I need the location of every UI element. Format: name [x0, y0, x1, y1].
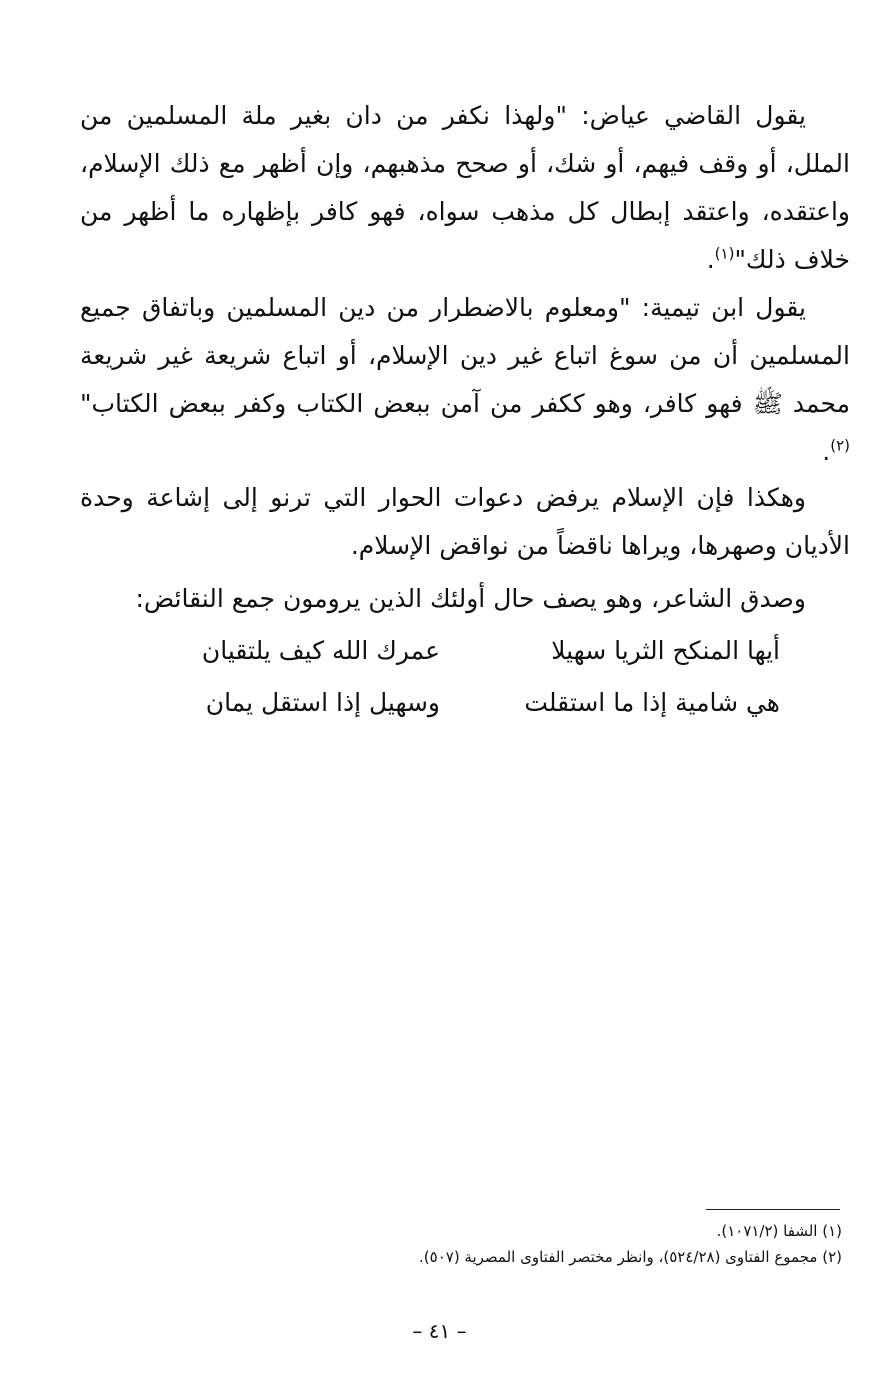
- verse-second-hemistich: عمرك الله كيف يلتقيان: [201, 636, 440, 665]
- paragraph-text: يقول ابن تيمية: "ومعلوم بالاضطرار من دين المسلمين وباتفاق جميع المسلمين أن من سوغ اتباع غير دين الإسلام، أو اتباع شريعة غير شريعة محمد ﷺ فهو كافر، وهو ككفر من آمن ببعض الكتاب وكفر ببعض الكتاب": [80, 293, 850, 418]
- footnote-2: (٢) مجموع الفتاوى (٥٢٤/٢٨)، وانظر مختصر الفتاوى المصرية (٥٠٧).: [419, 1248, 842, 1266]
- period: .: [706, 245, 715, 274]
- page-number: – ٤١ –: [412, 1319, 467, 1343]
- period: .: [822, 437, 831, 466]
- footnote-1: (١) الشفا (١٠٧١/٢).: [716, 1222, 842, 1240]
- footnote-ref-1: (١): [714, 244, 735, 263]
- paragraph-text: وصدق الشاعر، وهو يصف حال أولئك الذين يرومون جمع النقائض:: [135, 584, 806, 613]
- paragraph-text: يقول القاضي عياض: "ولهذا نكفر من دان بغير ملة المسلمين من الملل، أو وقف فيهم، أو شك، أو صحح مذهبهم، وإن أظهر مع ذلك الإسلام، واعتقده، واعتقد إبطال كل مذهب سواه، فهو كافر بإظهاره ما أظهر من خلاف ذلك": [80, 101, 850, 274]
- paragraph-ibn-taymiyyah: [80, 284, 850, 476]
- verse-line-1: [140, 627, 780, 675]
- paragraph-poet-intro: [80, 575, 850, 623]
- verse-second-hemistich: وسهيل إذا استقل يمان: [205, 688, 440, 717]
- verse-line-2: [140, 679, 780, 727]
- footnotes: [200, 1218, 842, 1270]
- verse-first-hemistich: أيها المنكح الثريا سهيلا: [551, 636, 780, 665]
- verse-first-hemistich: هي شامية إذا ما استقلت: [524, 688, 780, 717]
- paragraph-text: وهكذا فإن الإسلام يرفض دعوات الحوار التي ترنو إلى إشاعة وحدة الأديان وصهرها، ويراها ناقضاً من نواقض الإسلام.: [80, 483, 850, 560]
- footnote-ref-2: (٢): [830, 436, 850, 455]
- paragraph-qadi-iyad: [80, 92, 850, 284]
- footnote-divider: [706, 1209, 840, 1210]
- paragraph-islam-rejects: [80, 474, 850, 570]
